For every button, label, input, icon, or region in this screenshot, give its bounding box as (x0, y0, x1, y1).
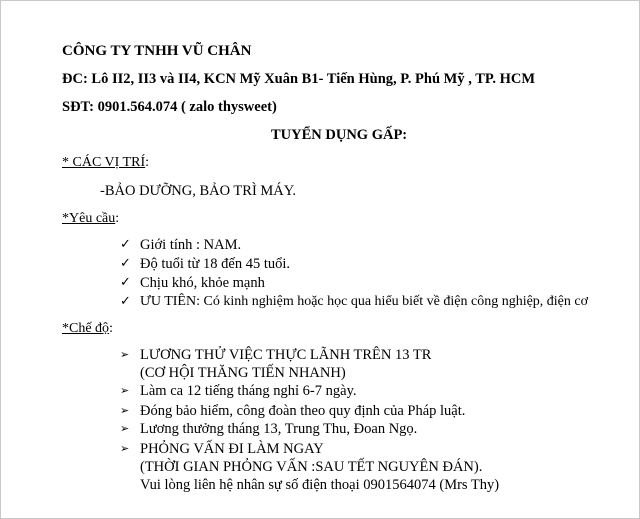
check-icon: ✓ (120, 275, 131, 290)
company-phone: SĐT: 0901.564.074 ( zalo thysweet) (62, 99, 277, 115)
requirement-item: Chịu khó, khỏe mạnh (140, 275, 265, 291)
requirements-heading-row (62, 210, 119, 228)
benefit-item: LƯƠNG THỬ VIỆC THỰC LÃNH TRÊN 13 TR (140, 347, 432, 363)
arrow-right-icon: ➢ (120, 422, 130, 435)
benefit-item: Làm ca 12 tiếng tháng nghỉ 6-7 ngày. (140, 383, 357, 399)
arrow-right-icon: ➢ (120, 442, 130, 455)
positions-heading-colon: : (145, 155, 149, 170)
company-address: ĐC: Lô II2, II3 và II4, KCN Mỹ Xuân B1- Tiến Hùng, P. Phú Mỹ , TP. HCM (62, 71, 536, 87)
benefit-item: PHỎNG VẤN ĐI LÀM NGAY (140, 441, 324, 457)
arrow-right-icon: ➢ (120, 404, 130, 417)
arrow-right-icon: ➢ (120, 348, 130, 361)
requirement-item: Giới tính : NAM. (140, 237, 242, 253)
contact-line: Vui lòng liên hệ nhân sự số điện thoại 0901564074 (Mrs Thy) (140, 477, 500, 493)
benefit-item: Đóng bảo hiểm, công đoàn theo quy định của Pháp luật. (140, 403, 466, 419)
arrow-right-icon: ➢ (120, 384, 130, 397)
benefits-heading-row (62, 320, 113, 338)
check-icon: ✓ (120, 237, 131, 252)
benefits-heading: *Chế độ (62, 321, 110, 336)
requirements-heading-colon: : (115, 211, 120, 226)
check-icon: ✓ (120, 294, 131, 309)
position-item: -BẢO DƯỠNG, BẢO TRÌ MÁY. (100, 183, 297, 199)
requirement-item: Độ tuổi từ 18 đến 45 tuổi. (140, 256, 291, 272)
positions-heading: * CÁC VỊ TRÍ (62, 155, 146, 170)
benefit-item-sub: (CƠ HỘI THĂNG TIẾN NHANH) (140, 365, 346, 381)
requirement-item: ƯU TIÊN: Có kinh nghiệm hoặc học qua hiểu biết về điện công nghiệp, điện cơ (140, 294, 589, 309)
company-name: CÔNG TY TNHH VŨ CHÂN (62, 43, 252, 59)
check-icon: ✓ (120, 256, 131, 271)
requirements-heading: *Yêu cầu (62, 211, 116, 226)
benefits-heading-colon: : (109, 321, 113, 336)
page-title: TUYỂN DỤNG GẤP: (271, 127, 408, 143)
benefit-item: Lương thưởng tháng 13, Trung Thu, Đoan Ngọ. (140, 421, 418, 437)
benefit-item-sub: (THỜI GIAN PHỎNG VẤN :SAU TẾT NGUYÊN ĐÁN). (140, 459, 483, 475)
positions-heading-row (62, 154, 149, 172)
